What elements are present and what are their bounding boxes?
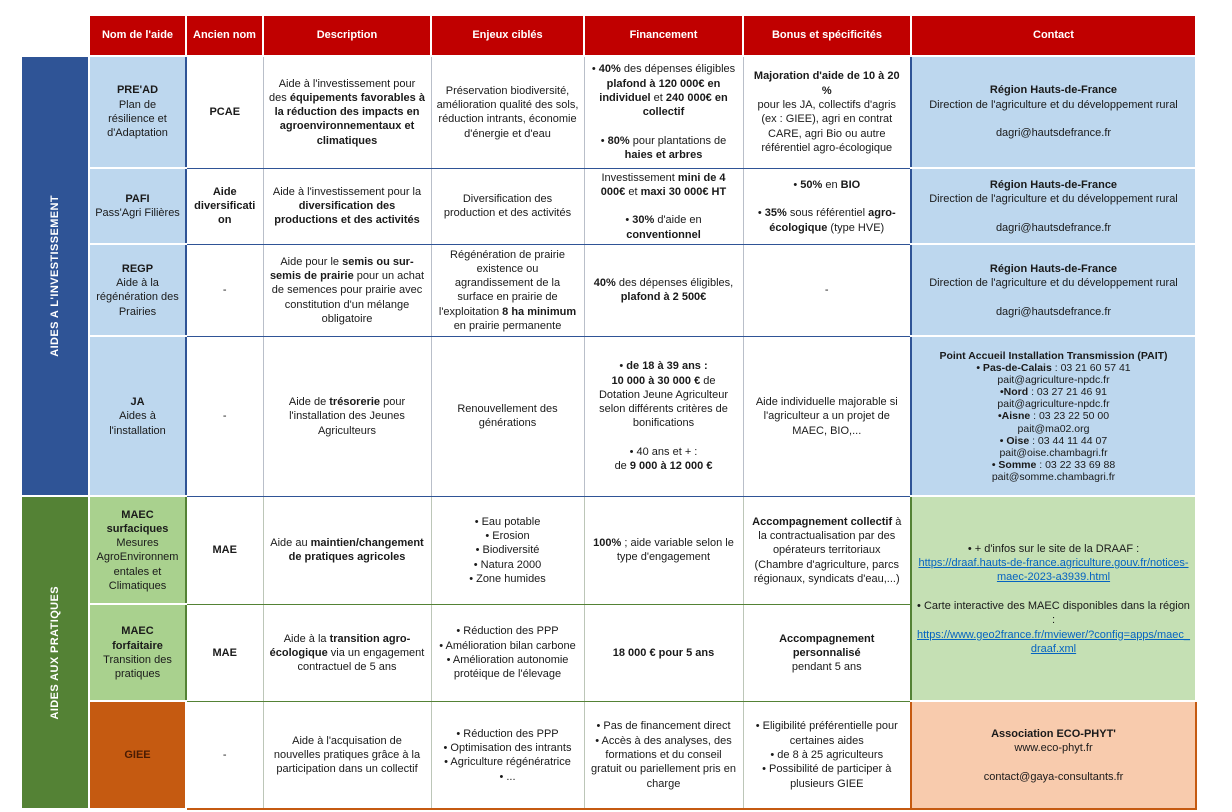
bold-text: GIEE [124, 749, 151, 762]
cell-maec-contact: • + d'infos sur le site de la DRAAF : https://draaf.hauts-de-france.agriculture.gouv.fr/notices-maec-2023-a3939.html • Carte interactive des MAEC disponibles dans la région : https://www.geo2france.fr/mviewer/?config=apps/maec_draaf.xml [911, 496, 1196, 701]
cell-pread-contact: Région Hauts-de-France Direction de l'agriculture et du développement rural dagri@hautsdefrance.fr [911, 56, 1196, 168]
cell-giee-description: Aide à l'acquisation de nouvelles pratiques grâce à la participation dans un collectif [263, 701, 431, 809]
row-giee [21, 701, 1196, 809]
cell-maecs-bonus: Accompagnement collectif à la contractualisation par des opérateurs territoriaux (Chambre d'agriculture, parcs régionaux, syndicats d'eau,...) [743, 496, 911, 604]
bold-text: • Somme [991, 458, 1037, 471]
bold-text: MAEC surfaciques [106, 508, 169, 535]
col-header-financement: Financement [584, 15, 743, 56]
cell-ja-contact: Point Accueil Installation Transmission (PAIT) • Pas-de-Calais : 03 21 60 57 41 pait@agriculture-npdc.fr •Nord : 03 27 21 46 91 pait@agriculture-npdc.fr •Aisne : 03 23 22 50 00 pait@ma02.org • Oise : 03 44 11 44 07 pait@oise.chambagri.fr • Somme : 03 22 33 69 88 pait@somme.chambagri.fr [911, 336, 1196, 496]
bold-text: Point Accueil Installation Transmission (PAIT) [939, 350, 1168, 363]
cell-maecs-ancien [186, 496, 263, 604]
row-ja [21, 336, 1196, 496]
bold-text: 8 ha minimum [502, 305, 577, 318]
bold-text: MAE [212, 646, 237, 659]
bold-text: PAFI [125, 192, 150, 205]
section-band-pratiques [21, 496, 89, 809]
aid-name-maec-surfaciques: MAEC surfaciques Mesures AgroEnvironnementales et Climatiques [89, 496, 186, 604]
bold-text: maintien/changement de pratiques agricoles [288, 537, 424, 564]
aid-name-ja: JA Aides à l'installation [89, 336, 186, 496]
bold-text: Accompagnement personnalisé [779, 632, 875, 659]
bold-text: 9 000 à 12 000 € [629, 460, 713, 473]
cell-pread-enjeux: Préservation biodiversité, amélioration qualité des sols, réduction intrants, économie d'énergie et d'eau [431, 56, 584, 168]
cell-pafi-ancien [186, 168, 263, 244]
aid-name-regp: REGP Aide à la régénération des Prairies [89, 244, 186, 336]
bold-text: MAE [212, 544, 237, 557]
bold-text: 80% [607, 134, 630, 147]
cell-pafi-bonus: • 50% en BIO • 35% sous référentiel agro-écologique (type HVE) [743, 168, 911, 244]
bold-text: conventionnel [626, 228, 701, 241]
cell-pafi-enjeux: Diversification des production et des activités [431, 168, 584, 244]
section-label-investissement: AIDES A L'INVESTISSEMENT [48, 195, 61, 358]
aid-table [20, 14, 1197, 810]
bold-text: MAEC forfaitaire [112, 625, 163, 652]
cell-ja-financement: • de 18 à 39 ans : 10 000 à 30 000 € de Dotation Jeune Agriculteur selon différents critères de bonifications • 40 ans et + : de 9 000 à 12 000 € [584, 336, 743, 496]
bold-text: agro-écologique [769, 207, 896, 234]
cell-regp-description: Aide pour le semis ou sur-semis de prairie pour un achat de semences pour prairie avec constitution d'un mélange obligatoire [263, 244, 431, 336]
bold-text: • Pas-de-Calais [976, 362, 1052, 375]
cell-maecf-enjeux: • Réduction des PPP • Amélioration bilan carbone • Amélioration autonomie protéique de l'élevage [431, 604, 584, 701]
bold-text: Région Hauts-de-France [989, 262, 1118, 275]
cell-pread-description: Aide à l'investissement pour des équipements favorables à la réduction des impacts en agroenvironnementaux et climatiques [263, 56, 431, 168]
cell-ja-bonus: Aide individuelle majorable si l'agriculteur a un projet de MAEC, BIO,... [743, 336, 911, 496]
bold-text: Aide diversification [194, 185, 256, 227]
cell-pread-ancien [186, 56, 263, 168]
header-row [21, 15, 1196, 56]
bold-text: •Nord [999, 386, 1029, 399]
bold-text: REGP [121, 262, 154, 275]
col-header-nom: Nom de l'aide [89, 15, 186, 56]
col-header-enjeux: Enjeux ciblés [431, 15, 584, 56]
cell-giee-ancien: - [186, 701, 263, 809]
bold-text: plafond à 120 000€ en individuel [599, 77, 721, 104]
aid-name-giee [89, 701, 186, 809]
cell-maecf-description: Aide à la transition agro-écologique via un engagement contractuel de 5 ans [263, 604, 431, 701]
col-header-bonus: Bonus et spécificités [743, 15, 911, 56]
aid-name-maec-forfaitaire: MAEC forfaitaire Transition des pratiques [89, 604, 186, 701]
cell-regp-bonus: - [743, 244, 911, 336]
cell-regp-ancien: - [186, 244, 263, 336]
cell-maecf-ancien [186, 604, 263, 701]
cell-maecf-bonus: Accompagnement personnalisé pendant 5 ans [743, 604, 911, 701]
cell-regp-contact: Région Hauts-de-France Direction de l'agriculture et du développement rural dagri@hautsdefrance.fr [911, 244, 1196, 336]
bold-text: 40% [593, 277, 616, 290]
bold-text: mini de 4 000€ [600, 171, 726, 198]
row-maec-surfaciques [21, 496, 1196, 604]
cell-giee-enjeux: • Réduction des PPP • Optimisation des intrants • Agriculture régénératrice • ... [431, 701, 584, 809]
cell-giee-contact: Association ECO-PHYT' www.eco-phyt.fr contact@gaya-consultants.fr [911, 701, 1196, 809]
bold-text: JA [130, 396, 145, 409]
bold-text: 50% [800, 178, 823, 191]
bold-text: semis ou sur-semis de prairie [269, 255, 414, 283]
bold-text: • Oise [999, 434, 1030, 447]
cell-maecf-financement [584, 604, 743, 701]
cell-giee-financement: • Pas de financement direct • Accès à des analyses, des formations et du conseil gratuit ou pariellement pris en charge [584, 701, 743, 809]
cell-pread-bonus: Majoration d'aide de 10 à 20 % pour les JA, collectifs d'agris (ex : GIEE), agri en contrat CARE, agri Bio ou autre référentiel agro-écologique [743, 56, 911, 168]
bold-text: BIO [840, 178, 861, 191]
cell-regp-financement: 40% des dépenses éligibles, plafond à 2 500€ [584, 244, 743, 336]
bold-text: 240 000€ en collectif [642, 91, 728, 119]
cell-maecs-financement: 100% ; aide variable selon le type d'engagement [584, 496, 743, 604]
cell-maecs-enjeux: • Eau potable • Erosion • Biodiversité • Natura 2000 • Zone humides [431, 496, 584, 604]
cell-pafi-financement: Investissement mini de 4 000€ et maxi 30 000€ HT • 30% d'aide en conventionnel [584, 168, 743, 244]
cell-maecs-description: Aide au maintien/changement de pratiques agricoles [263, 496, 431, 604]
cell-regp-enjeux: Régénération de prairie existence ou agrandissement de la surface en prairie de l'exploitation 8 ha minimum en prairie permanente [431, 244, 584, 336]
bold-text: équipements favorables à la réduction des impacts en agroenvironnementaux et climatiques [274, 91, 425, 147]
bold-text: transition agro-écologique [269, 632, 411, 659]
bold-text: 40% [598, 63, 621, 76]
col-header-description: Description [263, 15, 431, 56]
row-pread [21, 56, 1196, 168]
row-regp [21, 244, 1196, 336]
aid-name-pread: PRE'AD Plan de résilience et d'Adaptation [89, 56, 186, 168]
bold-text: Région Hauts-de-France [989, 84, 1118, 97]
cell-ja-ancien: - [186, 336, 263, 496]
bold-text: Majoration d'aide de 10 à 20 % [753, 70, 900, 97]
section-label-pratiques: AIDES AUX PRATIQUES [48, 586, 61, 720]
bold-text: 18 000 € pour 5 ans [612, 646, 715, 659]
bold-text: Région Hauts-de-France [989, 178, 1118, 191]
cell-pread-financement: • 40% des dépenses éligibles plafond à 120 000€ en individuel et 240 000€ en collectif • 80% pour plantations de haies et arbres [584, 56, 743, 168]
bold-text: diversification des productions et des activités [274, 200, 420, 227]
bold-text: •Aisne [997, 410, 1031, 423]
col-header-contact: Contact [911, 15, 1196, 56]
bold-text: Association ECO-PHYT' [991, 727, 1116, 740]
bold-text: 100% [593, 537, 622, 550]
aid-name-pafi: PAFI Pass'Agri Filières [89, 168, 186, 244]
cell-pafi-contact: Région Hauts-de-France Direction de l'agriculture et du développement rural dagri@hautsdefrance.fr [911, 168, 1196, 244]
bold-text: 35% [764, 207, 787, 220]
bold-text: PRE'AD [116, 84, 159, 97]
bold-text: 30% [632, 214, 655, 227]
cell-ja-enjeux: Renouvellement des générations [431, 336, 584, 496]
bold-text: trésorerie [329, 396, 381, 409]
hyperlink[interactable]: https://www.geo2france.fr/mviewer/?config=apps/maec_draaf.xml [917, 628, 1190, 655]
bold-text: 10 000 à 30 000 € [611, 374, 701, 387]
col-header-ancien-nom: Ancien nom [186, 15, 263, 56]
cell-pafi-description: Aide à l'investissement pour la diversification des productions et des activités [263, 168, 431, 244]
hyperlink[interactable]: https://draaf.hauts-de-france.agriculture.gouv.fr/notices-maec-2023-a3939.html [918, 557, 1189, 584]
cell-ja-description: Aide de trésorerie pour l'installation des Jeunes Agriculteurs [263, 336, 431, 496]
bold-text: maxi 30 000€ HT [640, 185, 727, 198]
bold-text: plafond à 2 500€ [620, 291, 707, 304]
corner-cell [21, 15, 89, 56]
bold-text: PCAE [209, 106, 241, 119]
bold-text: haies et arbres [624, 148, 703, 161]
aids-table [20, 14, 1197, 810]
bold-text: de 18 à 39 ans : [626, 360, 708, 373]
section-band-investissement [21, 56, 89, 496]
row-pafi [21, 168, 1196, 244]
cell-giee-bonus: • Eligibilité préférentielle pour certaines aides • de 8 à 25 agriculteurs • Possibilité de participer à plusieurs GIEE [743, 701, 911, 809]
bold-text: Accompagnement collectif [752, 515, 893, 528]
